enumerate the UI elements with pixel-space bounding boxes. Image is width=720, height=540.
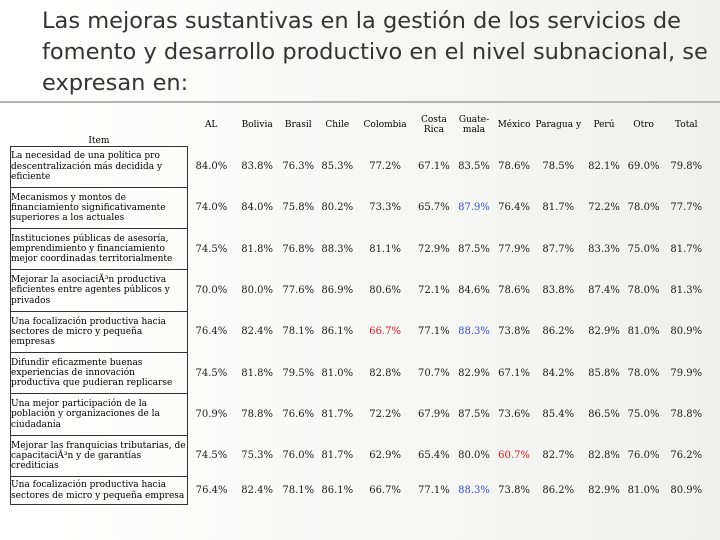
table-cell: 70.0% [195,285,228,297]
table-cell: 73.6% [498,409,530,421]
table-cell: 66.7% [369,485,401,496]
table-cell: 79.8% [670,161,703,173]
table-cell: 76.8% [282,243,315,255]
table-cell: 78.0% [627,202,660,214]
table-row [11,353,712,394]
table-cell: 87.9% [458,202,490,214]
table-cell: 65.7% [418,202,450,214]
table-cell: 86.2% [542,485,575,496]
table-cell: 87.5% [458,243,490,255]
column-header: Brasil [284,120,312,130]
row-label: Una focalización productiva hacia sectores de micro y pequeña empresas [11,311,188,352]
table-cell: 84.6% [458,285,490,297]
table-cell: 77.1% [418,326,450,338]
table-cell: 79.5% [282,367,315,379]
table-cell: 87.4% [588,285,620,297]
table-cell: 81.8% [241,243,274,255]
column-header: Bolivia [241,120,273,130]
table-cell: 83.8% [241,161,274,173]
table-cell: 66.7% [369,326,401,338]
table-cell: 78.5% [542,161,575,173]
table-cell: 78.8% [670,409,703,421]
table-cell: 82.1% [588,161,620,173]
table-cell: 81.0% [627,485,660,496]
table-cell: 65.4% [418,450,450,462]
table-cell: 85.3% [321,161,354,173]
table-cell: 78.6% [498,161,530,173]
row-label: Mejorar la asociaciÃ³n productiva eficientes entre agentes públicos y privados [11,270,188,311]
table-cell: 85.8% [588,367,620,379]
table-cell: 82.8% [369,367,401,379]
table-cell: 80.6% [369,285,401,297]
row-label: Mejorar las franquicias tributarias, de capacitaciÃ³n y de garantías crediticias [11,435,188,476]
table-cell: 77.9% [498,243,530,255]
table-cell: 80.2% [321,202,354,214]
table-cell: 67.9% [418,409,450,421]
row-label: La necesidad de una política pro descentralización más decidida y eficiente [11,146,188,187]
table-cell: 72.2% [588,202,620,214]
column-header: Costa Rica [420,115,447,135]
table-row [11,270,712,311]
table-cell: 82.4% [241,326,274,338]
table-cell: 76.0% [282,450,315,462]
table-cell: 76.0% [627,450,660,462]
column-header: Total [674,120,698,130]
row-label: Mecanismos y montos de financiamiento significativamente superiores a los actuales [11,187,188,228]
table-cell: 76.2% [670,450,703,462]
item-header: Item [11,104,188,146]
column-header: Otro [633,120,654,130]
table-cell: 79.9% [670,367,703,379]
table-cell: 77.1% [418,485,450,496]
table-cell: 88.3% [458,326,490,338]
table-cell: 67.1% [418,161,450,173]
table-cell: 86.5% [588,409,620,421]
table-cell: 82.8% [588,450,620,462]
column-header: Perú [593,120,615,130]
table-cell: 72.9% [418,243,450,255]
table-cell: 70.9% [195,409,228,421]
row-label: Una mejor participación de la población y organizaciones de la ciudadanía [11,394,188,435]
title-divider [0,101,720,103]
table-cell: 81.3% [670,285,703,297]
results-table [10,104,712,505]
table-cell: 81.0% [321,367,354,379]
table-cell: 78.1% [282,485,315,496]
table-row [11,477,712,505]
table-cell: 83.8% [542,285,575,297]
table-cell: 83.3% [588,243,620,255]
table-cell: 60.7% [498,450,530,462]
column-header: AL [204,120,218,130]
table-cell: 72.1% [418,285,450,297]
table-cell: 82.9% [588,485,620,496]
table-cell: 87.5% [458,409,490,421]
table-cell: 88.3% [321,243,354,255]
table-cell: 74.5% [195,450,228,462]
table-cell: 80.0% [241,285,274,297]
table-cell: 81.1% [369,243,401,255]
table-cell: 81.7% [321,450,354,462]
table-cell: 73.8% [498,326,530,338]
table-header-row [11,104,712,146]
table-cell: 69.0% [627,161,660,173]
row-label: Instituciones públicas de asesoría, emprendimiento y financiamiento mejor coordinadas territorialmente [11,229,188,270]
table-cell: 77.2% [369,161,401,173]
table-cell: 73.8% [498,485,530,496]
table-cell: 81.0% [627,326,660,338]
table-cell: 84.0% [195,161,228,173]
table-cell: 78.0% [627,367,660,379]
table-cell: 82.9% [588,326,620,338]
table-cell: 82.4% [241,485,274,496]
table-cell: 88.3% [458,485,490,496]
table-cell: 75.8% [282,202,315,214]
table-row [11,435,712,476]
table-cell: 75.3% [241,450,274,462]
row-label: Difundir eficazmente buenas experiencias de innovación productiva que pudieran replicarse [11,353,188,394]
table-row [11,311,712,352]
column-header: México [497,120,531,130]
table-cell: 67.1% [498,367,530,379]
table-cell: 80.0% [458,450,490,462]
table-cell: 76.4% [498,202,530,214]
table-row [11,146,712,187]
slide-title: Las mejoras sustantivas en la gestión de los servicios de fomento y desarrollo productivo en el nivel subnacional, se expresan en: [42,8,708,96]
row-label: Una focalización productiva hacia sectores de micro y pequeña empresa [11,477,188,505]
table-cell: 74.5% [195,367,228,379]
table-cell: 75.0% [627,409,660,421]
table-cell: 86.1% [321,485,354,496]
table-cell: 85.4% [542,409,575,421]
table-cell: 82.7% [542,450,575,462]
table-row [11,229,712,270]
table-cell: 84.0% [241,202,274,214]
table-cell: 86.9% [321,285,354,297]
table-cell: 81.7% [321,409,354,421]
column-header: Chile [325,120,350,130]
table-cell: 82.9% [458,367,490,379]
table-cell: 78.8% [241,409,274,421]
table-cell: 80.9% [670,326,703,338]
table-cell: 76.4% [195,326,228,338]
table-cell: 78.6% [498,285,530,297]
table-cell: 83.5% [458,161,490,173]
table-cell: 77.6% [282,285,315,297]
table-cell: 76.6% [282,409,315,421]
table-cell: 62.9% [369,450,401,462]
table-cell: 74.5% [195,243,228,255]
table-cell: 80.9% [670,485,703,496]
table-cell: 78.1% [282,326,315,338]
table-row [11,187,712,228]
table-cell: 73.3% [369,202,401,214]
table-cell: 70.7% [418,367,450,379]
table-cell: 86.1% [321,326,354,338]
table-cell: 78.0% [627,285,660,297]
column-header: Colombia [363,120,407,130]
table-cell: 87.7% [542,243,575,255]
table-cell: 86.2% [542,326,575,338]
table-cell: 81.8% [241,367,274,379]
table-body [11,146,712,505]
table-row [11,394,712,435]
column-header: Paragua y [535,120,582,130]
table-cell: 81.7% [542,202,575,214]
column-header: Guate-mala [458,115,490,135]
table-cell: 76.3% [282,161,315,173]
table-cell: 76.4% [195,485,228,496]
table-cell: 72.2% [369,409,401,421]
table-cell: 77.7% [670,202,703,214]
table-cell: 81.7% [670,243,703,255]
table-cell: 75.0% [627,243,660,255]
table-cell: 74.0% [195,202,228,214]
table-cell: 84.2% [542,367,575,379]
